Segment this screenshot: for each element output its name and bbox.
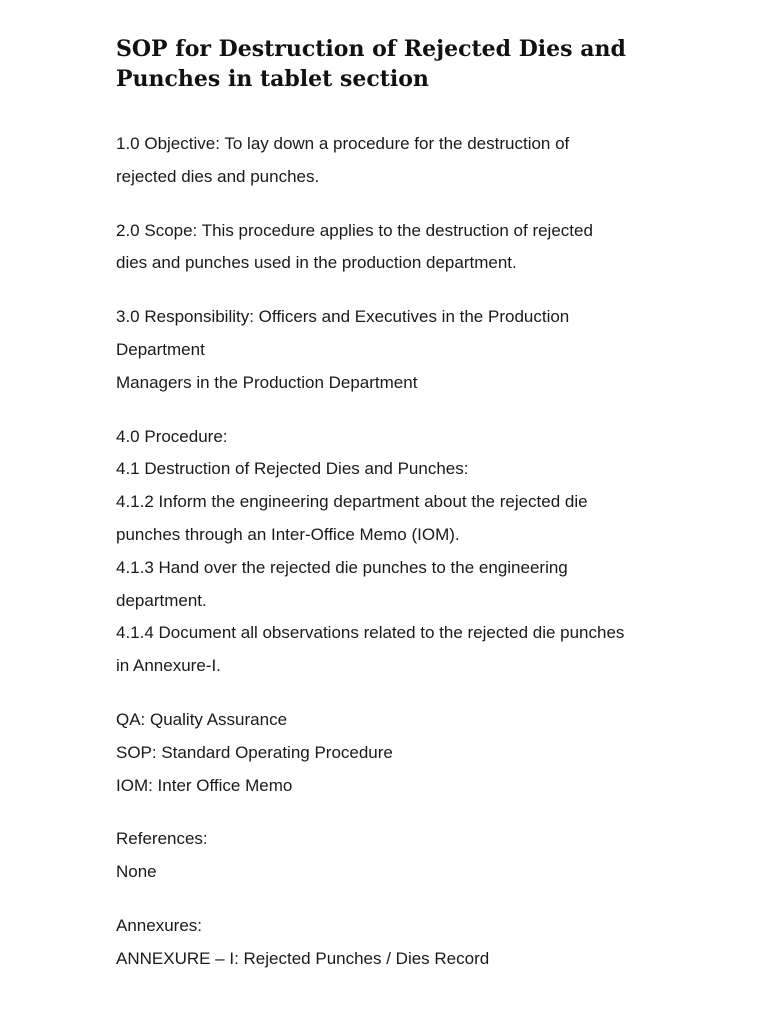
scope-text: dies and punches used in the production department.: [116, 253, 517, 273]
procedure-step: 4.1.3 Hand over the rejected die punches to the engineering: [116, 557, 568, 577]
procedure-section: [116, 421, 676, 683]
title-line: SOP for Destruction of Rejected Dies and: [116, 36, 626, 62]
references-value: None: [116, 862, 157, 882]
procedure-step: department.: [116, 590, 207, 610]
objective-section: [116, 128, 676, 194]
responsibility-text: Managers in the Production Department: [116, 372, 418, 392]
scope-section: [116, 215, 676, 281]
procedure-step: in Annexure-I.: [116, 656, 221, 676]
procedure-subheading: 4.1 Destruction of Rejected Dies and Punches:: [116, 459, 469, 479]
document-page: [116, 34, 676, 997]
procedure-step: punches through an Inter-Office Memo (IOM).: [116, 524, 460, 544]
abbreviation-item: IOM: Inter Office Memo: [116, 775, 293, 795]
objective-text: rejected dies and punches.: [116, 166, 320, 186]
responsibility-text: Department: [116, 339, 205, 359]
abbreviations-section: [116, 704, 676, 802]
title-line: Punches in tablet section: [116, 66, 429, 92]
annexures-section: [116, 910, 676, 976]
procedure-step: 4.1.4 Document all observations related to the rejected die punches: [116, 623, 625, 643]
scope-text: 2.0 Scope: This procedure applies to the destruction of rejected: [116, 220, 593, 240]
annexures-heading: Annexures:: [116, 915, 202, 935]
references-section: [116, 823, 676, 889]
references-heading: References:: [116, 829, 208, 849]
responsibility-text: 3.0 Responsibility: Officers and Executives in the Production: [116, 307, 570, 327]
annexure-item: ANNEXURE – I: Rejected Punches / Dies Record: [116, 948, 490, 968]
document-title: [116, 34, 676, 94]
responsibility-section: [116, 301, 676, 399]
objective-text: 1.0 Objective: To lay down a procedure for the destruction of: [116, 134, 570, 153]
abbreviation-item: QA: Quality Assurance: [116, 709, 288, 729]
procedure-step: 4.1.2 Inform the engineering department about the rejected die: [116, 492, 588, 512]
procedure-heading: 4.0 Procedure:: [116, 426, 228, 446]
abbreviation-item: SOP: Standard Operating Procedure: [116, 742, 393, 762]
